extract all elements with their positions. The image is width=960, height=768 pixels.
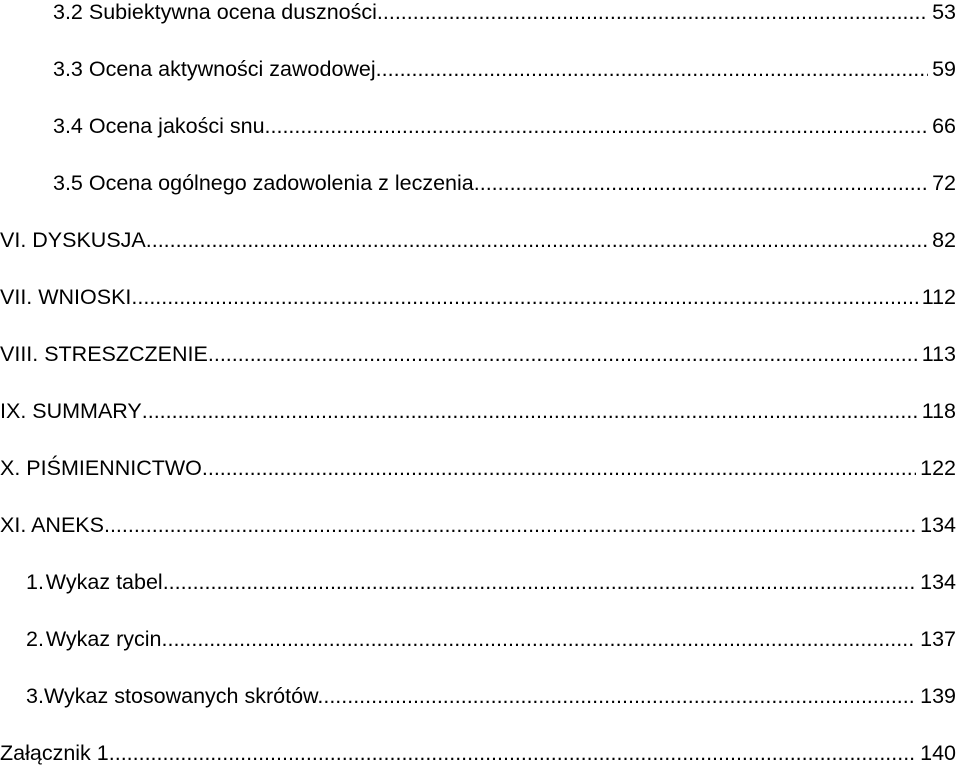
toc-entry-page: 118 xyxy=(921,399,956,423)
dot-leader xyxy=(202,453,916,483)
toc-entry-title: Wykaz rycin xyxy=(45,627,162,651)
toc-entry-number: 3. xyxy=(26,684,44,708)
toc-entry-page: 137 xyxy=(920,627,956,651)
toc-entry-title: Załącznik 1. xyxy=(0,741,115,765)
toc-entry-title: VII. WNIOSKI xyxy=(0,285,132,309)
toc-entry[interactable] xyxy=(26,681,960,711)
toc-entry-title: Wykaz stosowanych skrótów. xyxy=(43,684,324,708)
toc-entry-page: 59 xyxy=(932,57,956,81)
toc-entry-title: IX. SUMMARY xyxy=(0,399,142,423)
toc-entry[interactable] xyxy=(0,738,960,768)
dot-leader xyxy=(382,54,928,84)
toc-entry-page: 134 xyxy=(920,570,956,594)
toc-entry-number: 1. xyxy=(26,570,44,594)
toc-entry[interactable] xyxy=(0,225,960,255)
toc-entry-title: 3.4 Ocena jakości snu. xyxy=(53,114,271,138)
toc-entry-title: 3.5 Ocena ogólnego zadowolenia z leczenia. xyxy=(53,171,480,195)
toc-entry-page: 53 xyxy=(932,0,956,24)
toc-entry[interactable] xyxy=(53,111,960,141)
toc-entry[interactable] xyxy=(26,624,960,654)
dot-leader xyxy=(115,738,916,768)
toc-entry-title: VI. DYSKUSJA xyxy=(0,228,146,252)
toc-entry-page: 134 xyxy=(920,513,956,537)
toc-entry[interactable] xyxy=(53,0,960,27)
toc-entry-number: 2. xyxy=(26,627,44,651)
toc-entry-title: X. PIŚMIENNICTWO xyxy=(0,456,202,480)
dot-leader xyxy=(480,168,928,198)
toc-entry[interactable] xyxy=(0,282,960,312)
toc-entry-title: 3.3 Ocena aktywności zawodowej. xyxy=(53,57,382,81)
toc-entry[interactable] xyxy=(0,396,960,426)
dot-leader xyxy=(383,0,928,27)
toc-entry-page: 140 xyxy=(920,741,956,765)
toc-entry-page: 112 xyxy=(921,285,956,309)
dot-leader xyxy=(163,567,916,597)
dot-leader xyxy=(131,282,917,312)
toc-entry-title: 3.2 Subiektywna ocena duszności. xyxy=(53,0,383,24)
toc-entry-title: VIII. STRESZCZENIE xyxy=(0,342,208,366)
toc-entry-page: 122 xyxy=(920,456,956,480)
dot-leader xyxy=(142,396,918,426)
toc-entry-page: 82 xyxy=(932,228,956,252)
toc-entry-page: 66 xyxy=(932,114,956,138)
toc-entry-page: 72 xyxy=(932,171,956,195)
toc-entry[interactable] xyxy=(0,453,960,483)
toc-entry-page: 139 xyxy=(920,684,956,708)
dot-leader xyxy=(208,339,918,369)
dot-leader xyxy=(271,111,929,141)
toc-entry[interactable] xyxy=(0,339,960,369)
toc-entry[interactable] xyxy=(26,567,960,597)
toc-entry-page: 113 xyxy=(921,342,956,366)
dot-leader xyxy=(323,681,916,711)
dot-leader xyxy=(146,225,928,255)
toc-entry[interactable] xyxy=(53,168,960,198)
dot-leader xyxy=(104,510,916,540)
toc-entry-title: Wykaz tabel xyxy=(45,570,163,594)
toc-entry[interactable] xyxy=(53,54,960,84)
toc-entry[interactable] xyxy=(0,510,960,540)
toc-entry-title: XI. ANEKS xyxy=(0,513,104,537)
dot-leader xyxy=(162,624,917,654)
